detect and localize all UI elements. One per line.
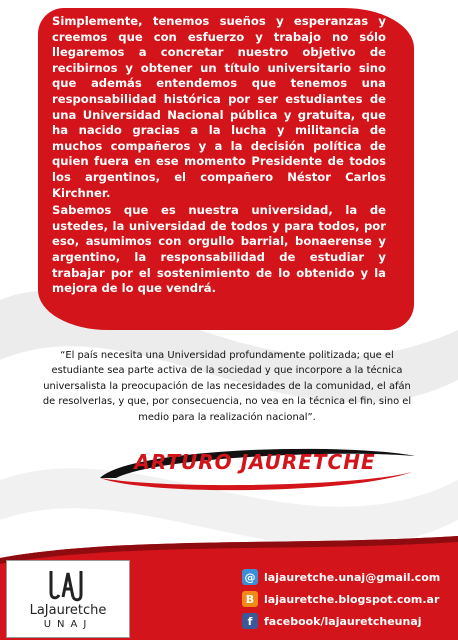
- facebook-icon: f: [242, 613, 258, 629]
- panel-paragraph-1: Simplemente, tenemos sueños y esperanzas y creemos que con esfuerzo y trabajo no sólo llegaremos a concretar nuestro objetivo de recibirnos y obtener un título universitario sino que además entendemos que tenemos una responsabilidad histórica por ser estudiantes de una Universidad Nacional pública y gratuita, que ha nacido gracias a la lucha y militancia de muchos compañeros y a la decisión política de quien fuera en ese momento Presidente de todos los argentinos, el compañero Néstor Carlos Kirchner.: [52, 14, 386, 200]
- contact-blog-text: lajauretche.blogspot.com.ar: [264, 592, 440, 606]
- logo-subtitle: UNAJ: [43, 619, 93, 630]
- quote-text: “El país necesita una Universidad profundamente politizada; que el estudiante sea parte activa de la sociedad y que incorpore a la técnica universalista la preocupación de las necesidades de la comunidad, el afán de resolverlas, y que, por consecuencia, no vea en la técnica el fin, sino el medio para la realización nacional”.: [42, 350, 412, 423]
- contact-email-text: lajauretche.unaj@gmail.com: [264, 570, 441, 584]
- contact-blog[interactable]: [242, 590, 452, 608]
- logo-mark-icon: [47, 567, 89, 603]
- logo-box: [6, 560, 130, 638]
- email-icon: @: [242, 569, 258, 585]
- author-banner: [90, 442, 420, 496]
- panel-paragraph-2: Sabemos que es nuestra universidad, la de ustedes, la universidad de todos y para todos, por eso, asumimos con orgullo barrial, bonaerense y argentino, la responsabilidad de estudiar y trabajar por el sostenimiento de lo obtenido y la mejora de lo que vendrá.: [52, 203, 386, 296]
- contact-facebook[interactable]: [242, 612, 452, 630]
- blogger-icon: B: [242, 591, 258, 607]
- contact-email[interactable]: [242, 568, 452, 586]
- author-name: ARTURO JAURETCHE: [134, 450, 376, 474]
- panel-text: [52, 14, 386, 299]
- contact-facebook-text: facebook/lajauretcheunaj: [264, 614, 422, 628]
- logo-name: LaJauretche: [29, 603, 107, 618]
